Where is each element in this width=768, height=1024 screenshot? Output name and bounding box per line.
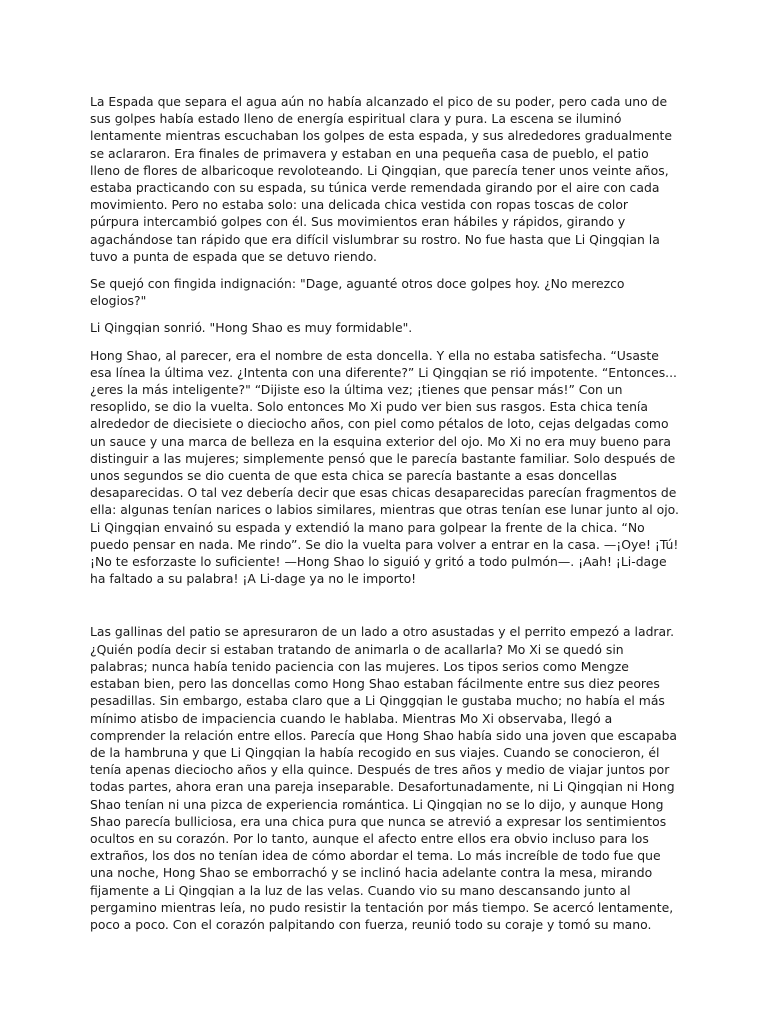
paragraph-4: Hong Shao, al parecer, era el nombre de esta doncella. Y ella no estaba satisfecha. “Usaste esa línea la última vez. ¿Intenta con una diferente?” Li Qingqian se rió impotente. “Entonces... ¿eres la más inteligente?" “Dijiste eso la última vez; ¡tienes que pensar más!” Con un resoplido, se dio la vuelta. Solo entonces Mo Xi pudo ver bien sus rasgos. Esta chica tenía alrededor de diecisiete o dieciocho años, con piel como pétalos de loto, cejas delgadas como un sauce y una marca de belleza en la esquina exterior del ojo. Mo Xi no era muy bueno para distinguir a las mujeres; simplemente pensó que le parecía bastante familiar. Solo después de unos segundos se dio cuenta de que esta chica se parecía bastante a esas doncellas desaparecidas. O tal vez debería decir que esas chicas desaparecidas parecían fragmentos de ella: algunas tenían narices o labios similares, mientras que otras tenían ese lunar junto al ojo. Li Qingqian envainó su espada y extendió la mano para golpear la frente de la chica. “No puedo pensar en nada. Me rindo”. Se dio la vuelta para volver a entrar en la casa. —¡Oye! ¡Tú! ¡No te esforzaste lo suficiente! —Hong Shao lo siguió y gritó a todo pulmón—. ¡Aah! ¡Li-dage ha faltado a su palabra! ¡A Li-dage ya no le importo!	[90, 347, 679, 587]
document-body	[90, 93, 680, 943]
paragraph-3: Li Qingqian sonrió. "Hong Shao es muy formidable".	[90, 320, 413, 336]
paragraph-1: La Espada que separa el agua aún no había alcanzado el pico de su poder, pero cada uno de sus golpes había estado lleno de energía espiritual clara y pura. La escena se iluminó lentamente mientras escuchaban los golpes de esta espada, y sus alrededores gradualmente se aclararon. Era finales de primavera y estaban en una pequeña casa de pueblo, el patio lleno de flores de albaricoque revoloteando. Li Qingqian, que parecía tener unos veinte años, estaba practicando con su espada, su túnica verde remendada girando por el aire con cada movimiento. Pero no estaba solo: una delicada chica vestida con ropas toscas de color púrpura intercambió golpes con él. Sus movimientos eran hábiles y rápidos, girando y agachándose tan rápido que era difícil vislumbrar su rostro. No fue hasta que Li Qingqian la tuvo a punta de espada que se detuvo riendo.	[90, 94, 673, 264]
paragraph-5: Las gallinas del patio se apresuraron de un lado a otro asustadas y el perrito empezó a ladrar. ¿Quién podía decir si estaban tratando de animarla o de acallarla? Mo Xi se quedó sin palabras; nunca había tenido paciencia con las mujeres. Los tipos serios como Mengze estaban bien, pero las doncellas como Hong Shao estaban fácilmente entre sus diez peores pesadillas. Sin embargo, estaba claro que a Li Qinggqian le gustaba mucho; no había el más mínimo atisbo de impaciencia cuando le hablaba. Mientras Mo Xi observaba, llegó a comprender la relación entre ellos. Parecía que Hong Shao había sido una joven que escapaba de la hambruna y que Li Qingqian la había recogido en sus viajes. Cuando se conocieron, él tenía apenas dieciocho años y ella quince. Después de tres años y medio de viajar juntos por todas partes, ahora eran una pareja inseparable. Desafortunadamente, ni Li Qingqian ni Hong Shao tenían ni una pizca de experiencia romántica. Li Qingqian no se lo dijo, y aunque Hong Shao parecía bulliciosa, era una chica pura que nunca se atrevió a expresar los sentimientos ocultos en su corazón. Por lo tanto, aunque el afecto entre ellos era obvio incluso para los extraños, los dos no tenían idea de cómo abordar el tema. Lo más increíble de todo fue que una noche, Hong Shao se emborrachó y se inclinó hacia adelante contra la mesa, mirando fijamente a Li Qingqian a la luz de las velas. Cuando vio su mano descansando junto al pergamino mientras leía, no pudo resistir la tentación por más tiempo. Se acercó lentamente, poco a poco. Con el corazón palpitando con fuerza, reunió todo su coraje y tomó su mano.	[90, 624, 678, 932]
paragraph-2: Se quejó con fingida indignación: "Dage, aguanté otros doce golpes hoy. ¿No merezco elogios?"	[90, 276, 625, 309]
